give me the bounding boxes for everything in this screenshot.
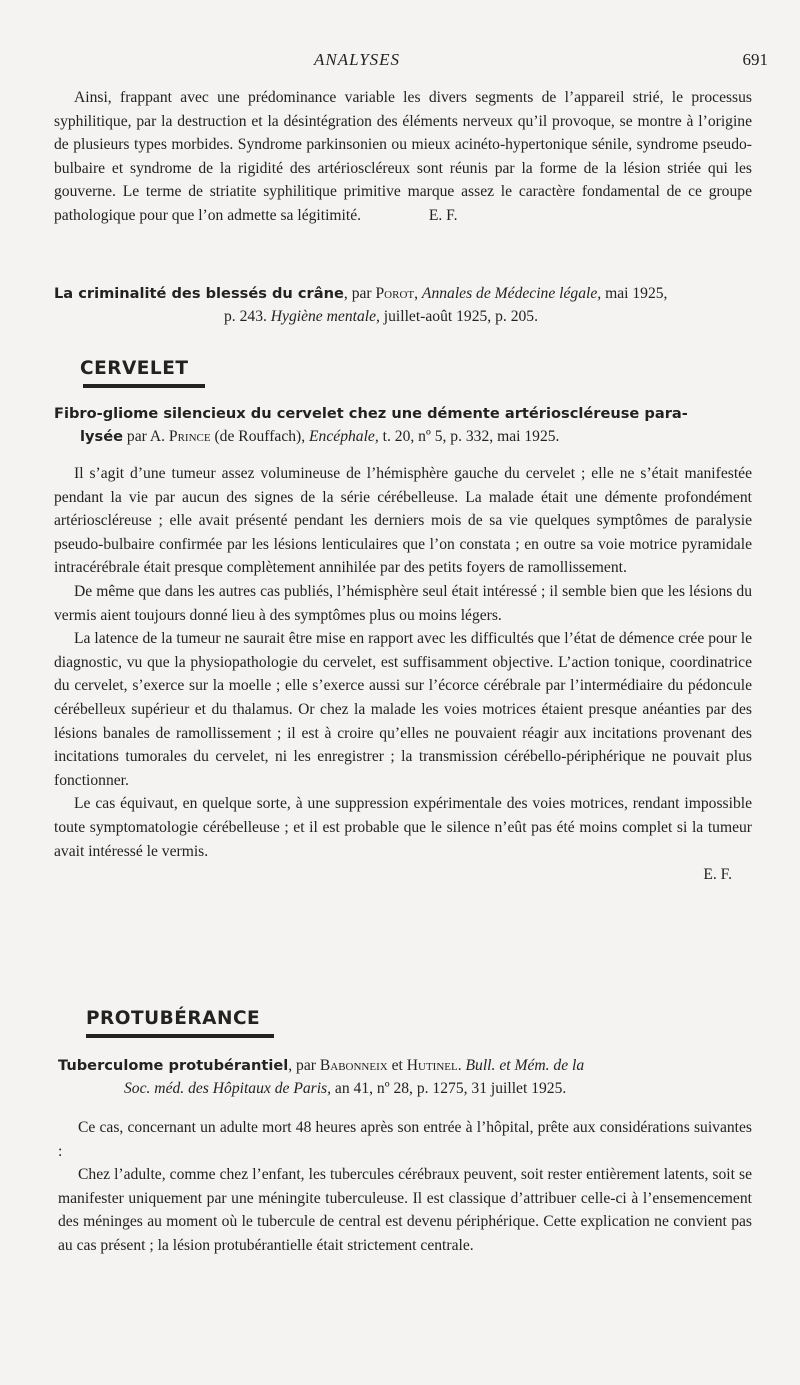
journal-name: Bull. et Mém. de la [465, 1057, 585, 1074]
opening-section [54, 86, 752, 228]
paragraph: De même que dans les autres cas publiés, l’hémisphère seul était intéressé ; il semble bien que les lésions du vermis aient toujours donné lieu à des symptômes plus ou moins légers. [54, 582, 752, 624]
paragraph: Ce cas, concernant un adulte mort 48 heures après son entrée à l’hôpital, prête aux considérations suivantes : [58, 1119, 752, 1160]
opening-paragraph-text: Ainsi, frappant avec une prédominance variable les divers segments de l’appareil strié, le processus syphilitique, par la destruction et la désintégration des éléments nerveux qu’il provoque, se montre à l’origine de plusieurs types morbides. Syndrome parkinsonien ou mieux acinéto-hypertonique sénile, syndrome pseudo-bulbaire et syndrome de la rigidité des artérioscléreux sont réunis par la forme de la lésion striée qui les gouverne. Le terme de striatite syphilitique primitive marque assez le caractère fondamental de ce groupe pathologique pour que l’on admette sa légitimité. [54, 89, 752, 224]
reference-detail: juillet-août 1925, p. 205. [379, 308, 538, 325]
reference-separator: . [457, 1057, 466, 1074]
article-body-fibro-gliome [54, 462, 752, 887]
reference-line-2 [54, 425, 752, 448]
journal-name: Encéphale, [309, 428, 379, 445]
article-author: Hutinel [406, 1057, 458, 1074]
paragraph: Le cas équivaut, en quelque sorte, à une suppression expérimentale des voies motrices, rendant impossible toute symptomatologie cérébelleuse ; et il est probable que le silence n’eût pas été moins complet si la tumeur avait intéressé le vermis. [54, 795, 752, 860]
article-signature: E. F. [703, 866, 732, 884]
reference-separator: , par [288, 1057, 320, 1074]
article-author: Porot [375, 285, 415, 302]
journal-name-continued: Soc. méd. des Hôpitaux de Paris, [124, 1080, 332, 1097]
reference-separator: , par [343, 285, 376, 302]
article-title: Fibro-gliome silencieux du cervelet chez une démente artérioscléreuse para- [54, 405, 688, 422]
reference-detail: t. 20, nº 5, p. 332, mai 1925. [378, 428, 560, 445]
reference-detail: mai 1925, [601, 285, 668, 302]
section-heading-cervelet: CERVELET [80, 358, 189, 379]
reference-line-2 [54, 305, 752, 328]
reference-separator: et [387, 1057, 407, 1074]
article-body-tuberculome [58, 1116, 752, 1258]
article-title: La criminalité des blessés du crâne [54, 285, 344, 302]
reference-line-2 [58, 1077, 752, 1100]
article-title-continued: lysée [80, 428, 123, 445]
journal-name: Annales de Médecine légale, [421, 285, 602, 302]
reference-line-1 [54, 402, 752, 425]
article-author: Prince [168, 428, 211, 445]
running-title: ANALYSES [314, 50, 401, 69]
page-header [0, 50, 800, 72]
article-reference-tuberculome [58, 1054, 752, 1100]
paragraph: Il s’agit d’une tumeur assez volumineuse de l’hémisphère gauche du cervelet ; elle ne s’était manifestée pendant la vie par aucun des signes de la série cérébelleuse. La malade était une démente profondément artérioscléreuse ; elle avait présenté pendant les derniers mois de sa vie quelques symptômes de paralysie pseudo-bulbaire confirmée par les lésions lenticulaires que l’on constata ; en outre sa voie motrice pyramidale intracérébrale était presque complètement annihilée par des petits foyers de ramollissement. [54, 465, 752, 577]
reference-separator: par A. [123, 428, 169, 445]
page-number: 691 [742, 50, 768, 69]
article-title: Tuberculome protubérantiel [58, 1057, 289, 1074]
paragraph: Chez l’adulte, comme chez l’enfant, les tubercules cérébraux peuvent, soit rester entièrement latents, soit se manifester uniquement par une méningite tuberculeuse. Il est classique d’attribuer celle-ci à l’ensemencement des méninges au moment où le tubercule de central est devenu périphérique. Cette explication ne convient pas au cas présent ; la lésion protubérantielle était strictement centrale. [58, 1166, 752, 1254]
reference-line-1 [58, 1054, 752, 1077]
opening-paragraph [54, 86, 752, 228]
article-reference-fibro-gliome [54, 402, 752, 448]
author-affiliation: (de Rouffach), [210, 428, 310, 445]
reference-detail: p. 243. [224, 308, 271, 325]
opening-signature: E. F. [428, 206, 458, 224]
journal-name: Hygiène mentale, [270, 308, 380, 325]
paragraph: La latence de la tumeur ne saurait être mise en rapport avec les difficultés que l’état de démence crée pour le diagnostic, vu que la physiopathologie du cervelet, est suffisamment objective. L’action tonique, coordinatrice du cervelet, s’exerce sur la moelle ; elle s’exerce aussi sur l’écorce cérébrale par l’intermédiaire du pédoncule cérébelleux supérieur et du thalamus. Or chez la malade les voies motrices étaient presque anéanties par des lésions banales de ramollissement ; il est à croire qu’elles ne pouvaient réagir aux incitations provenant des incitations tumorales du cervelet, ni les enregistrer ; la transmission cérébello-périphérique ne pouvait plus fonctionner. [54, 630, 752, 789]
article-author: Babonneix [319, 1057, 388, 1074]
section-rule [86, 1034, 274, 1038]
reference-separator: , [414, 285, 422, 302]
article-reference-criminalite [54, 282, 752, 328]
reference-line-1 [54, 282, 752, 305]
reference-detail: an 41, nº 28, p. 1275, 31 juillet 1925. [331, 1080, 567, 1097]
section-rule [83, 384, 205, 388]
section-heading-protuberance: PROTUBÉRANCE [86, 1008, 261, 1029]
